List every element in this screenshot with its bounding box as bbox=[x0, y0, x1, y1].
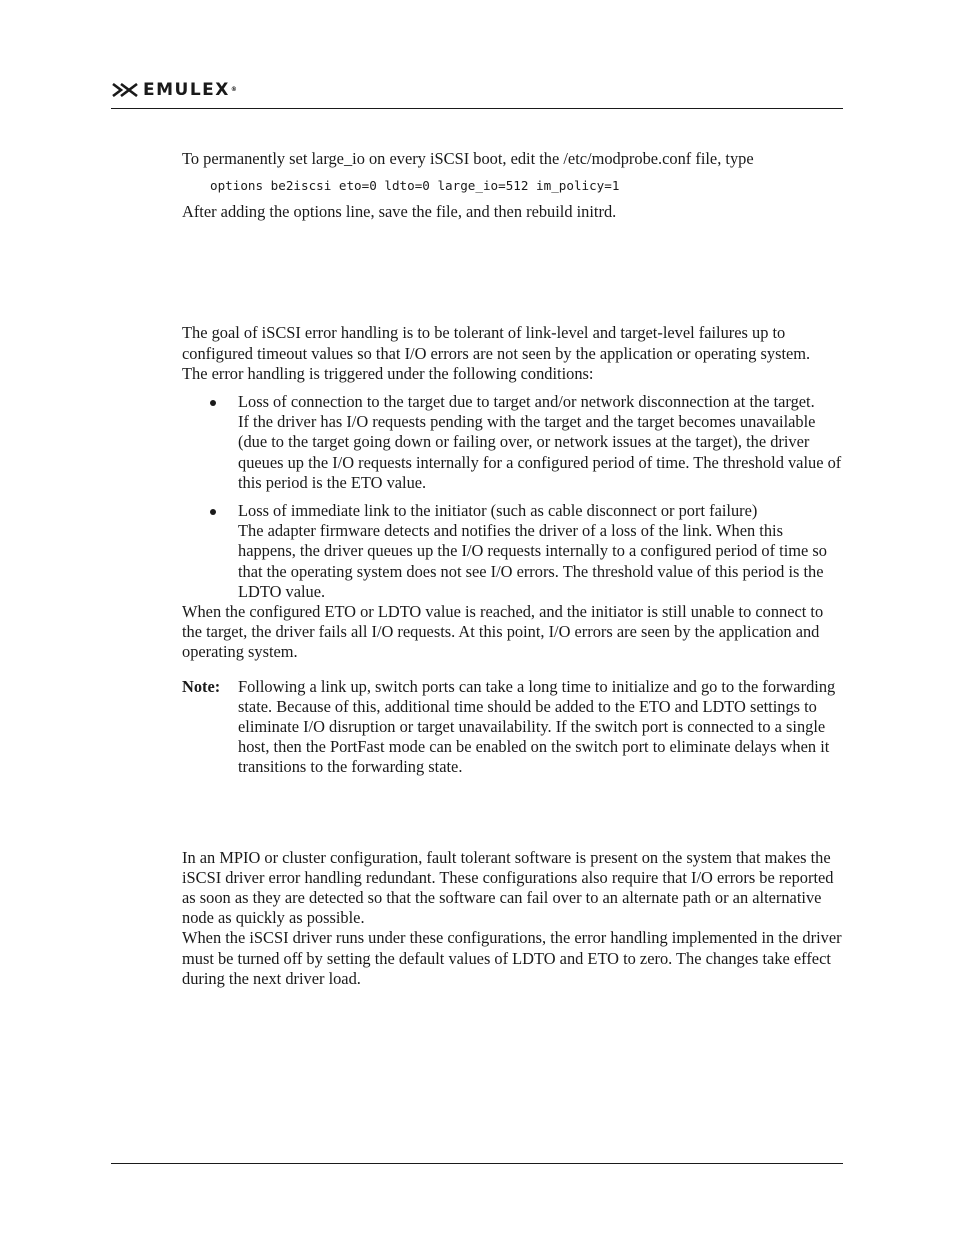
note-block bbox=[182, 677, 844, 778]
page-content bbox=[182, 149, 844, 989]
note-text: Following a link up, switch ports can take a long time to initialize and go to the forwarding state. Because of this, additional time should be added to the ETO and LDTO settings to eliminate I/O disruption or target unavailability. If the switch port is connected to a single host, then the PortFast mode can be enabled on the switch port to eliminate delays when it transitions to the forwarding state. bbox=[238, 676, 836, 777]
list-item bbox=[182, 501, 844, 602]
bullet-title: Loss of connection to the target due to target and/or network disconnection at the target. bbox=[238, 392, 815, 412]
code-line: options be2iscsi eto=0 ldto=0 large_io=512 im_policy=1 bbox=[210, 178, 620, 194]
header-rule bbox=[111, 108, 843, 109]
note-label: Note: bbox=[182, 676, 221, 696]
section-gap bbox=[182, 222, 844, 323]
trademark-mark: ® bbox=[230, 86, 239, 93]
driver-paragraph: When the iSCSI driver runs under these configurations, the error handling implemented in the driver must be turned off by setting the default values of LDTO and ETO to zero. The changes take effect during the next driver load. bbox=[182, 928, 842, 988]
conditions-intro: The error handling is triggered under the following conditions: bbox=[182, 363, 594, 383]
bullet-detail: The adapter firmware detects and notifies the driver of a loss of the link. When this happens, the driver queues up the I/O requests internally to a configured period of time so that the operating system does not see I/O errors. The threshold value of this period is the LDTO value. bbox=[238, 521, 827, 601]
conditions-list bbox=[182, 392, 844, 602]
after-code-text: After adding the options line, save the file, and then rebuild initrd. bbox=[182, 202, 617, 222]
list-item bbox=[182, 392, 844, 493]
reached-paragraph: When the configured ETO or LDTO value is reached, and the initiator is still unable to connect to the target, the driver fails all I/O requests. At this point, I/O errors are seen by the application and operating system. bbox=[182, 602, 824, 662]
mpio-paragraph: In an MPIO or cluster configuration, fault tolerant software is present on the system that makes the iSCSI driver error handling redundant. These configurations also require that I/O errors be reported as soon as they are detected so that the software can fail over to an alternate path or an alternative node as quickly as possible. bbox=[182, 847, 834, 928]
footer-rule bbox=[111, 1163, 843, 1164]
goal-paragraph: The goal of iSCSI error handling is to be tolerant of link-level and target-level failures up to configured timeout values so that I/O errors are not seen by the application or operating system. bbox=[182, 323, 811, 363]
emulex-logo bbox=[112, 80, 238, 100]
bullet-icon bbox=[210, 509, 216, 515]
emulex-logo-icon bbox=[112, 83, 138, 97]
bullet-icon bbox=[210, 400, 216, 406]
bullet-detail: If the driver has I/O requests pending with the target and the target becomes unavailable (due to the target going down or failing over, or network issues at the target), the driver queues up the I/O requests internally for a configured period of time. The threshold value of this period is the ETO value. bbox=[238, 412, 842, 492]
bullet-title: Loss of immediate link to the initiator (such as cable disconnect or port failure) bbox=[238, 501, 758, 521]
intro-text: To permanently set large_io on every iSCSI boot, edit the /etc/modprobe.conf file, type bbox=[182, 149, 754, 168]
logo-text: EMULEX® bbox=[143, 80, 239, 100]
section-gap bbox=[182, 778, 844, 848]
